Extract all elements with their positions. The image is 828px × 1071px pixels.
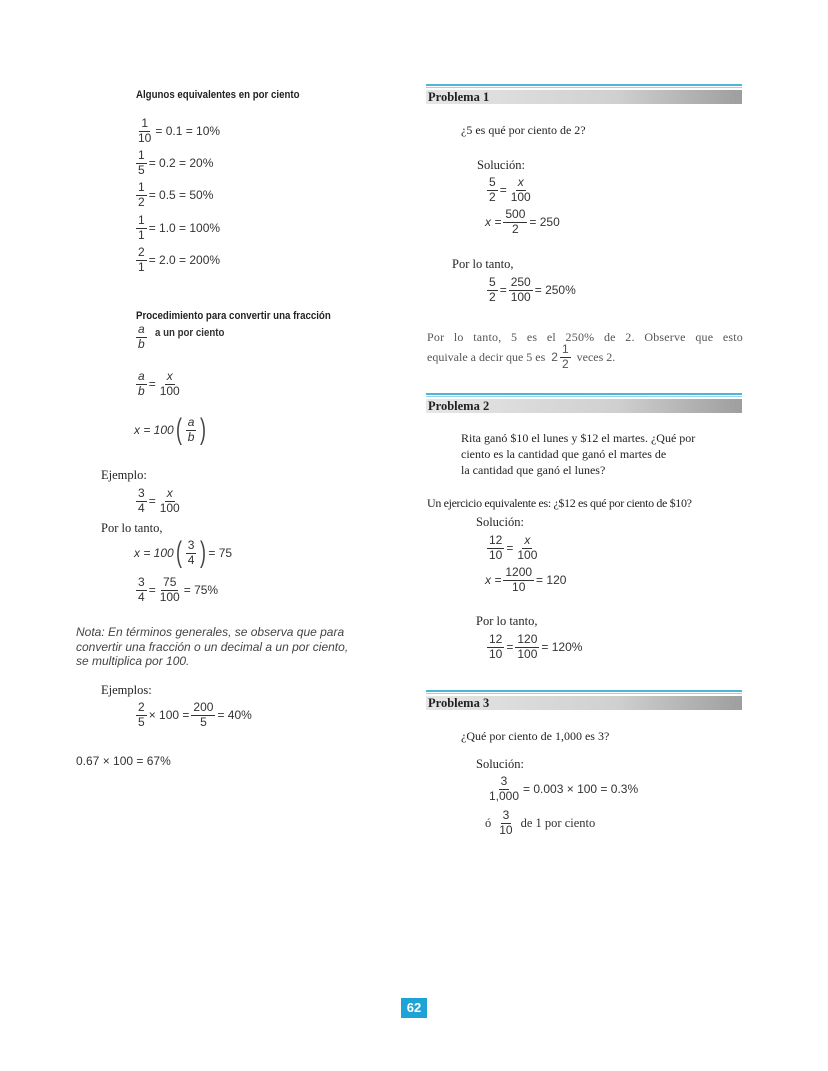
header-rule <box>426 396 742 397</box>
fraction-denominator: b <box>138 336 145 351</box>
header-rule <box>426 693 742 694</box>
header-rule <box>426 84 742 86</box>
problema-1-conclusion-line-2: equivale a decir que 5 es 2 $\frac{1}{2}$ veces 2. <box>427 342 616 371</box>
equivalent-row: $\frac{1}{5}$ = 0.2 = 20% <box>138 148 214 177</box>
example-equation-1: $\frac{3}{4}$ = $\frac{x}{100}$ <box>138 486 180 515</box>
problema-1-title: Problema 1 <box>428 90 490 104</box>
equivalent-row: $\frac{1}{10}$ = 0.1 = 10% <box>138 116 221 145</box>
page-number: 62 <box>401 998 427 1018</box>
ejemplos-label: Ejemplos: <box>101 683 152 697</box>
problema-1-solucion-label: Solución: <box>477 158 525 172</box>
procedure-title: Procedimiento para convertir una fracción <box>136 310 331 322</box>
equivalents-title: Algunos equivalentes en por ciento <box>136 89 300 101</box>
question-line: la cantidad que ganó el lunes? <box>461 463 606 477</box>
problema-2-question <box>461 430 695 478</box>
problema-2-title: Problema 2 <box>428 399 490 413</box>
procedure-equation-1: $\frac{a}{b}$ = $\frac{x}{100}$ <box>138 369 180 398</box>
procedure-fraction-line <box>134 323 234 352</box>
question-line: Rita ganó $10 el lunes y $12 el martes. ¿Qué por <box>461 431 696 445</box>
problema-1-equation-1: $\frac{5}{2}$ = $\frac{x}{100}$ <box>489 175 531 204</box>
equivalent-row: $\frac{1}{1}$ = 1.0 = 100% <box>138 213 221 242</box>
ejemplos-equation-1: $\frac{2}{5}$ × 100 = $\frac{200}{5}$ = 40% <box>138 700 252 729</box>
procedure-suffix: a un por ciento <box>154 327 225 340</box>
ejemplos-equation-2: 0.67 × 100 = 67% <box>76 754 171 768</box>
header-rule <box>426 87 742 88</box>
problema-1-equation-2: x = $\frac{500}{2}$ = 250 <box>485 207 560 236</box>
problema-2-equation-3: $\frac{12}{10}$ = $\frac{120}{100}$ = 120% <box>489 632 583 661</box>
problema-1-equation-3: $\frac{5}{2}$ = $\frac{250}{100}$ = 250% <box>489 275 576 304</box>
problema-3-equation-1: $\frac{3}{1,000}$ = 0.003 × 100 = 0.3% <box>489 774 639 803</box>
problema-2-solucion-label: Solución: <box>476 515 524 529</box>
example-equation-2: x = 100 ( $\frac{3}{4}$ ) = 75 <box>134 536 233 569</box>
problema-1-question: ¿5 es qué por ciento de 2? <box>461 123 586 137</box>
example-equation-3: $\frac{3}{4}$ = $\frac{75}{100}$ = 75% <box>138 575 219 604</box>
problema-2-equation-1: $\frac{12}{10}$ = $\frac{x}{100}$ <box>489 533 538 562</box>
equivalent-row: $\frac{2}{1}$ = 2.0 = 200% <box>138 245 221 274</box>
problema-1-conclusion-line-1: Por lo tanto, 5 es el 250% de 2. Observe que esto <box>427 330 743 344</box>
question-line: ciento es la cantidad que ganó el martes de <box>461 447 667 461</box>
problema-2-equation-2: x = $\frac{1200}{10}$ = 120 <box>485 565 567 594</box>
problema-3-solucion-label: Solución: <box>476 757 524 771</box>
por-lo-tanto-label: Por lo tanto, <box>101 521 163 535</box>
nota-line: convertir una fracción o un decimal a un por ciento, <box>76 639 349 654</box>
header-rule <box>426 690 742 692</box>
nota-line: Nota: En términos generales, se observa que para <box>76 625 345 639</box>
problema-2-equivalent: Un ejercicio equivalente es: ¿$12 es qué por ciento de $10? <box>427 496 692 510</box>
ejemplo-label: Ejemplo: <box>101 468 147 482</box>
problema-3-question: ¿Qué por ciento de 1,000 es 3? <box>461 729 610 743</box>
nota-paragraph <box>76 625 348 669</box>
problema-2-por-lo-tanto: Por lo tanto, <box>476 614 538 628</box>
fraction-numerator: a <box>138 322 145 336</box>
nota-line: se multiplica por 100. <box>76 654 190 668</box>
equivalent-row: $\frac{1}{2}$ = 0.5 = 50% <box>138 180 214 209</box>
problema-3-title: Problema 3 <box>428 696 490 710</box>
procedure-equation-2: x = 100 ( $\frac{a}{b}$ ) <box>134 413 207 446</box>
header-rule <box>426 393 742 395</box>
problema-3-equation-2: ó $\frac{3}{10}$ de 1 por ciento <box>485 808 596 837</box>
problema-1-por-lo-tanto: Por lo tanto, <box>452 257 514 271</box>
